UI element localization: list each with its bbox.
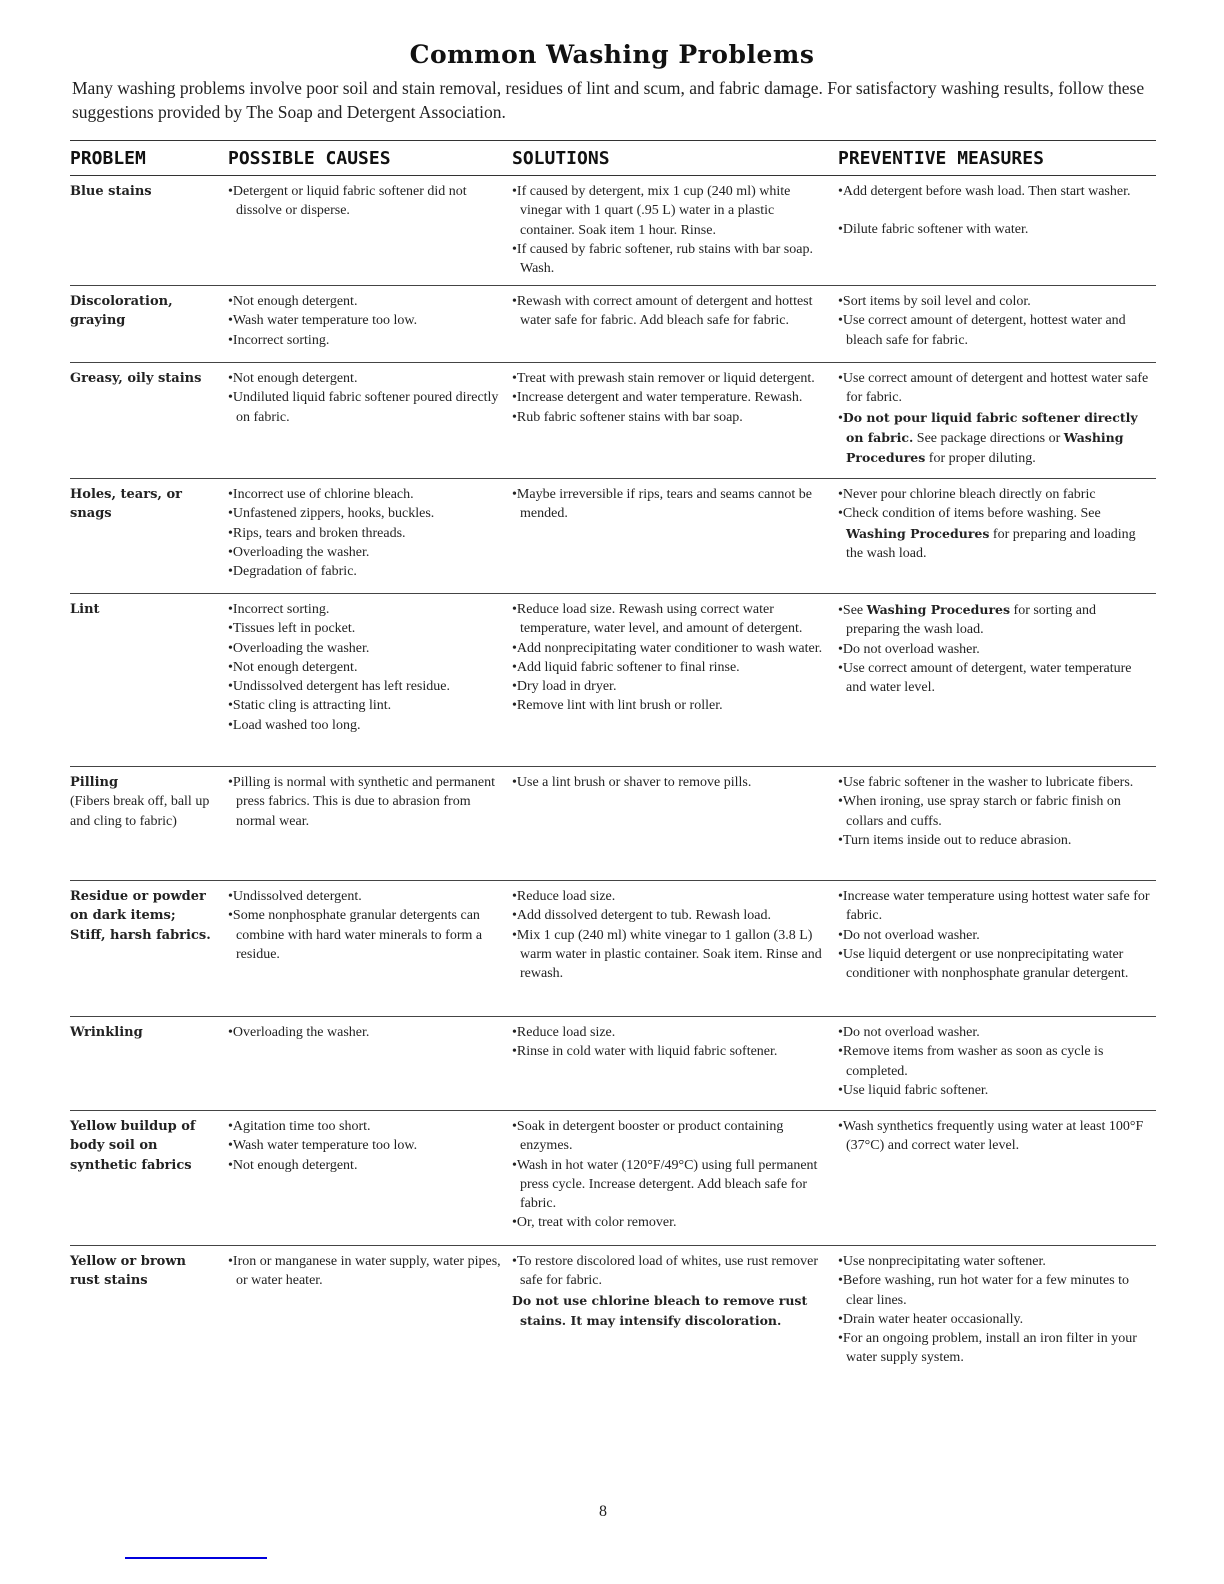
solutions-item [512,926,838,984]
item-text: Before washing, run hot water for a few minutes to clear lines. [842,1273,1130,1308]
solutions-item [512,485,838,524]
item-text: Maybe irreversible if rips, tears and seams cannot be mended. [516,487,812,522]
causes-item [228,773,512,831]
solutions-item [512,658,838,677]
causes-item [228,887,512,906]
header-problem: PROBLEM [70,147,146,169]
item-text: Incorrect sorting. [232,332,330,348]
solutions-item [512,1213,838,1232]
item-text: Do not overload washer. [842,1025,980,1040]
page-number: 8 [599,1503,607,1520]
table-row [70,881,1156,1017]
causes-cell [228,600,512,766]
emphasis-text: Do not use chlorine bleach to remove rust stains. It may intensify discoloration. [512,1292,808,1328]
item-text: Use liquid detergent or use nonprecipitating water conditioner with nonphosphate granular detergent. [842,946,1129,982]
problem-label: Greasy, oily stains [70,371,202,386]
problem-cell [70,292,228,362]
problem-label: Yellow or brown [70,1254,186,1269]
causes-item [228,1023,512,1042]
preventive-cell [838,773,1156,880]
item-text: Sort items by soil level and color. [842,294,1031,309]
causes-item [228,619,512,638]
item-text: If caused by fabric softener, rub stains with bar soap. Wash. [516,241,813,277]
table-row [70,1246,1156,1396]
preventive-item [838,1252,1156,1271]
item-text: For an ongoing problem, install an iron filter in your water supply system. [842,1331,1137,1366]
intro-paragraph: Many washing problems involve poor soil and stain removal, residues of lint and scum, and fabric damage. For satisfactory washing results, follow these suggestions provided by The Soap and Detergent Association. [72,78,1145,122]
item-text: Add liquid fabric softener to final rinse. [516,659,740,675]
preventive-cell [838,1023,1156,1110]
problem-label: Lint [70,602,100,617]
problem-cell [70,887,228,1016]
causes-item [228,677,512,696]
preventive-item [838,485,1156,504]
solutions-cell [512,1252,838,1396]
item-text: Wash synthetics frequently using water at least 100°F (37°C) and correct water level. [842,1119,1144,1154]
header-solutions: SOLUTIONS [512,147,610,169]
solutions-cell [512,292,838,362]
item-text: To restore discolored load of whites, use rust remover safe for fabric. [516,1254,819,1289]
item-text: Dilute fabric softener with water. [842,222,1029,238]
problem-label: Blue stains [70,184,152,199]
preventive-item [838,1081,1156,1100]
table-row [70,176,1156,286]
preventive-item [838,292,1156,311]
solutions-item [512,369,838,388]
item-text: Wash in hot water (120°F/49°C) using full permanent press cycle. Increase detergent. Add bleach safe for fabric. [516,1157,818,1212]
problem-label: Residue or powder [70,889,206,904]
preventive-item [838,182,1156,201]
problem-label: graying [70,313,126,329]
solutions-item [512,388,838,407]
causes-item [228,658,512,677]
preventive-cell [838,1117,1156,1245]
causes-item [228,716,512,735]
item-text: Turn items inside out to reduce abrasion. [842,832,1072,848]
problem-cell [70,369,228,478]
item-text: Add detergent before wash load. Then start washer. [842,184,1131,199]
causes-item [228,524,512,543]
problem-label: snags [70,506,112,522]
preventive-item [838,640,1156,659]
item-text: Wash water temperature too low. [232,313,418,329]
item-text: Mix 1 cup (240 ml) white vinegar to 1 gallon (3.8 L) warm water in plastic container. Soak item. Rinse and rewash. [516,927,822,982]
causes-item [228,1117,512,1136]
causes-item [228,485,512,504]
problem-cell [70,1023,228,1110]
item-text: Check condition of items before washing. See [842,506,1101,522]
table-row [70,594,1156,767]
item-text: Overloading the washer. [232,1025,370,1040]
preventive-item [838,1042,1156,1081]
preventive-item [838,945,1156,984]
item-text: Use liquid fabric softener. [842,1082,989,1098]
preventive-item [838,220,1156,239]
item-text: Use fabric softener in the washer to lubricate fibers. [842,775,1134,790]
item-text: Unfastened zippers, hooks, buckles. [232,506,435,522]
solutions-item [512,639,838,658]
causes-cell [228,1117,512,1245]
problem-label: body soil on [70,1138,158,1154]
causes-item [228,906,512,964]
preventive-item [838,1310,1156,1329]
causes-item [228,504,512,523]
item-text: Soak in detergent booster or product containing enzymes. [516,1119,784,1154]
solutions-item [512,182,838,240]
preventive-cell [838,182,1156,285]
item-text: Dry load in dryer. [516,679,617,695]
item-text: Do not overload washer. [842,641,980,657]
causes-item [228,388,512,427]
preventive-item [838,926,1156,945]
item-text: When ironing, use spray starch or fabric finish on collars and cuffs. [842,794,1121,829]
preventive-cell [838,1252,1156,1396]
preventive-cell [838,369,1156,478]
item-text: Incorrect sorting. [232,602,330,617]
preventive-item [838,600,1156,640]
item-text: Detergent or liquid fabric softener did not dissolve or disperse. [232,184,467,219]
solutions-item [512,1156,838,1214]
header-preventive: PREVENTIVE MEASURES [838,147,1044,169]
item-text: Undiluted liquid fabric softener poured directly on fabric. [232,390,499,425]
item-text: for proper diluting. [925,451,1036,467]
causes-item [228,1252,512,1291]
preventive-item [838,792,1156,831]
header-causes: POSSIBLE CAUSES [228,147,391,169]
item-text: Undissolved detergent. [232,889,362,904]
solutions-item [512,240,838,279]
item-text: Use correct amount of detergent, water temperature and water level. [842,660,1132,696]
causes-item [228,600,512,619]
item-text: Overloading the washer. [232,544,370,560]
causes-cell [228,1252,512,1396]
item-text: Reduce load size. [516,1025,616,1040]
item-text: Undissolved detergent has left residue. [232,679,450,695]
preventive-item [838,831,1156,850]
item-text: Not enough detergent. [232,371,358,386]
item-text: Static cling is attracting lint. [232,698,392,714]
item-text: If caused by detergent, mix 1 cup (240 ml) white vinegar with 1 quart (.95 L) water in a plastic container. Soak item 1 hour. Rinse. [516,184,791,238]
problem-label: Stiff, harsh fabrics. [70,927,211,943]
preventive-item [838,887,1156,926]
table-header [70,141,1156,176]
solutions-cell [512,182,838,285]
emphasis-text: Do not pour liquid fabric softener directly on fabric. [842,409,1138,445]
solutions-cell [512,485,838,593]
solutions-item [512,292,838,331]
item-text: Pilling is normal with synthetic and permanent press fabrics. This is due to abrasion from normal wear. [232,775,495,829]
problem-label: Yellow buildup of [70,1119,196,1134]
causes-item [228,369,512,388]
solutions-item [512,408,838,427]
solutions-item [512,1291,838,1332]
table-row [70,767,1156,881]
solutions-item [512,1252,838,1291]
item-text: Wash water temperature too low. [232,1138,418,1154]
solutions-cell [512,773,838,880]
causes-cell [228,292,512,362]
item-text: Or, treat with color remover. [516,1215,677,1231]
item-text: Tissues left in pocket. [232,621,356,637]
emphasis-text: Washing Procedures [846,429,1124,466]
problem-label: Pilling [70,775,119,790]
preventive-cell [838,600,1156,766]
item-text: Rinse in cold water with liquid fabric softener. [516,1044,778,1060]
item-text: Agitation time too short. [232,1119,371,1134]
item-text: Remove items from washer as soon as cycle is completed. [842,1044,1104,1079]
preventive-item [838,504,1156,563]
solutions-item [512,906,838,925]
preventive-item [838,369,1156,408]
item-text: for sorting and preparing the wash load. [846,603,1096,638]
problem-label: Discoloration, [70,294,173,309]
preventive-item [838,311,1156,350]
item-text: Use correct amount of detergent and hottest water safe for fabric. [842,371,1149,406]
item-text: Overloading the washer. [232,640,370,656]
problem-cell [70,1252,228,1396]
problem-cell [70,182,228,285]
item-text: Drain water heater occasionally. [842,1311,1024,1327]
causes-item [228,562,512,581]
page-title: Common Washing Problems [409,40,815,69]
emphasis-text: Washing Procedures [866,602,1011,617]
problem-label: synthetic fabrics [70,1157,192,1173]
problem-cell [70,600,228,766]
causes-item [228,543,512,562]
link-underline[interactable] [125,1557,267,1559]
problem-label: on dark items; [70,908,176,924]
causes-item [228,182,512,221]
item-text: Not enough detergent. [232,1157,358,1173]
preventive-item [838,1329,1156,1368]
emphasis-text: Washing Procedures [846,525,990,541]
table-row [70,1111,1156,1246]
solutions-cell [512,887,838,1016]
causes-item [228,311,512,330]
preventive-item [838,1117,1156,1156]
problem-cell [70,1117,228,1245]
solutions-item [512,677,838,696]
problem-label: rust stains [70,1273,148,1289]
causes-item [228,331,512,350]
preventive-item [838,1271,1156,1310]
item-text: Add nonprecipitating water conditioner to wash water. [516,640,823,656]
item-text: Some nonphosphate granular detergents can combine with hard water minerals to form a residue. [232,908,483,962]
item-text: Never pour chlorine bleach directly on fabric [842,487,1096,502]
item-text: Degradation of fabric. [232,564,357,580]
item-text: Reduce load size. Rewash using correct water temperature, water level, and amount of detergent. [516,602,803,637]
item-text: Do not overload washer. [842,927,980,943]
problem-label: Wrinkling [70,1025,143,1040]
item-text: Remove lint with lint brush or roller. [516,698,723,714]
table-row [70,363,1156,479]
causes-item [228,1156,512,1175]
causes-cell [228,485,512,593]
solutions-item [512,1042,838,1061]
solutions-item [512,1117,838,1156]
table-row [70,1017,1156,1111]
item-text: See [842,603,867,618]
item-text: Add dissolved detergent to tub. Rewash load. [516,908,771,924]
solutions-cell [512,1117,838,1245]
item-text: Treat with prewash stain remover or liquid detergent. [516,371,815,386]
preventive-item [838,1023,1156,1042]
item-text: Use a lint brush or shaver to remove pills. [516,775,752,790]
preventive-cell [838,485,1156,593]
causes-item [228,292,512,311]
item-text: Not enough detergent. [232,659,358,675]
causes-cell [228,887,512,1016]
problem-cell [70,773,228,880]
item-text: Load washed too long. [232,717,361,733]
preventive-item [838,773,1156,792]
solutions-cell [512,369,838,478]
item-text: Increase detergent and water temperature. Rewash. [516,390,803,406]
item-text: Rips, tears and broken threads. [232,525,406,541]
item-text: Not enough detergent. [232,294,358,309]
problem-note: (Fibers break off, ball up and cling to fabric) [70,794,210,829]
solutions-item [512,887,838,906]
item-text: Iron or manganese in water supply, water pipes, or water heater. [232,1254,501,1289]
solutions-item [512,773,838,792]
preventive-cell [838,292,1156,362]
causes-cell [228,1023,512,1110]
causes-cell [228,369,512,478]
solutions-item [512,696,838,715]
item-text: Use nonprecipitating water softener. [842,1254,1046,1269]
item-text: See package directions or [913,430,1064,446]
causes-item [228,696,512,715]
item-text: Use correct amount of detergent, hottest water and bleach safe for fabric. [842,313,1126,348]
item-text: Rub fabric softener stains with bar soap. [516,409,743,425]
table-row [70,479,1156,594]
item-text: Reduce load size. [516,889,616,904]
item-text: Increase water temperature using hottest water safe for fabric. [842,889,1150,924]
causes-item [228,1136,512,1155]
solutions-item [512,1023,838,1042]
problem-cell [70,485,228,593]
causes-item [228,639,512,658]
causes-cell [228,773,512,880]
preventive-cell [838,887,1156,1016]
item-text: Rewash with correct amount of detergent and hottest water safe for fabric. Add bleach safe for fabric. [516,294,813,329]
solutions-cell [512,1023,838,1110]
preventive-item [838,408,1156,469]
preventive-item [838,659,1156,698]
solutions-cell [512,600,838,766]
solutions-item [512,600,838,639]
item-text: Incorrect use of chlorine bleach. [232,487,414,502]
table-row [70,286,1156,363]
causes-cell [228,182,512,285]
item-text: for preparing and loading the wash load. [846,526,1136,561]
problem-label: Holes, tears, or [70,487,182,502]
problems-table [70,140,1156,1396]
